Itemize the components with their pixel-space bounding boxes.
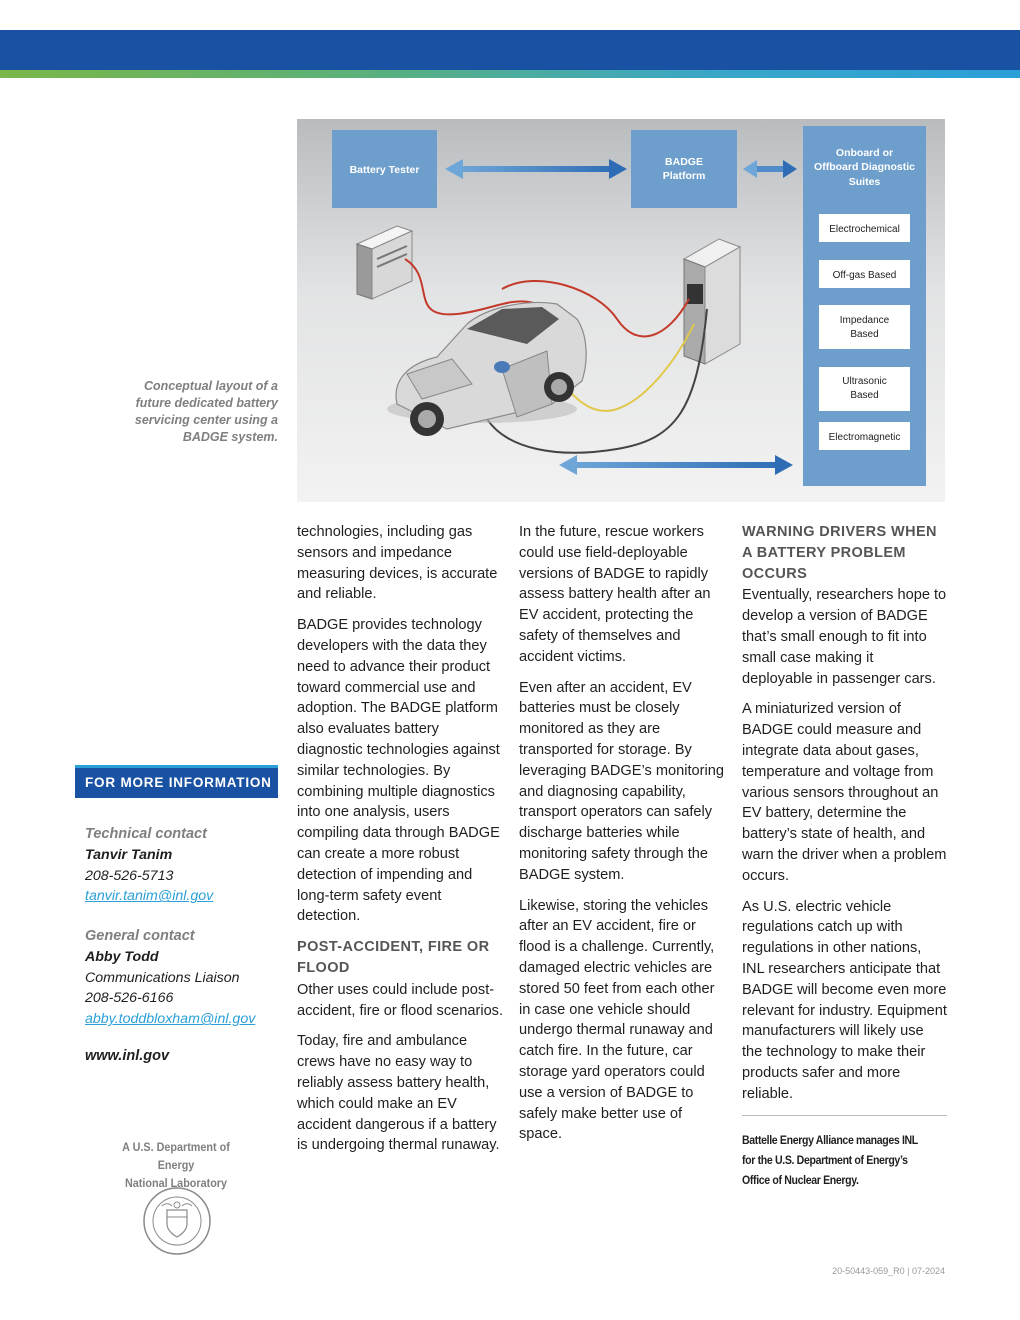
method-impedance-box	[819, 305, 910, 349]
battelle-line-2: for the U.S. Department of Energy’s	[742, 1152, 908, 1167]
badge-layout-figure	[297, 119, 945, 502]
badge-platform-label-2: Platform	[662, 170, 706, 182]
post-accident-heading: POST-ACCIDENT, FIRE OR FLOOD	[297, 939, 490, 976]
col1-paragraph-3: Other uses could include post-accident, fire or flood scenarios.	[297, 981, 504, 1019]
col1-paragraph-4: Today, fire and ambulance crews have no easy way to reliably assess battery health, which could make an EV accident dangerous if a battery is undergoing thermal runaway.	[297, 1033, 500, 1154]
method-offgas: Off-gas Based	[832, 270, 897, 281]
doe-line-1: A U.S. Department of Energy	[122, 1140, 230, 1172]
column-2	[519, 522, 729, 1155]
battelle-line-1: Battelle Energy Alliance manages INL	[742, 1132, 918, 1147]
header-band	[0, 30, 1020, 70]
header-gradient-stripe	[0, 70, 1020, 78]
col3-paragraph-1: Eventually, researchers hope to develop a version of BADGE that’s small enough to fit into small case making it deployable in passenger cars.	[742, 587, 947, 687]
col3-paragraph-2: A miniaturized version of BADGE could measure and integrate data about gases, temperature and voltage from various sensors throughout an EV battery, determine the battery’s state of health, and warn the driver when a problem occurs.	[742, 701, 947, 884]
technical-contact-phone: 208-526-5713	[85, 867, 174, 884]
method-electromagnetic: Electromagnetic	[828, 432, 901, 443]
doe-lab-statement	[103, 1138, 249, 1192]
badge-tower-device	[684, 239, 740, 364]
figure-caption: Conceptual layout of a future dedicated battery servicing center using a BADGE system.	[134, 379, 278, 444]
suites-title-2: Offboard Diagnostic	[814, 161, 915, 173]
col1-paragraph-2: BADGE provides technology developers with the data they need to advance their product toward commercial use and adoption. The BADGE platform also evaluates battery diagnostic technologies against similar technologies. By combining multiple diagnostics into one analysis, users compiling data through BADGE can create a more robust detection of impending and long-term safety event detection.	[297, 617, 500, 925]
battery-tester-label: Battery Tester	[349, 164, 420, 176]
general-contact-name: Abby Todd	[85, 948, 159, 965]
suites-title-3: Suites	[848, 176, 881, 188]
doe-line-2: National Laboratory	[124, 1176, 228, 1190]
battelle-statement	[742, 1130, 946, 1190]
badge-platform-label-1: BADGE	[665, 156, 703, 168]
suites-title-1: Onboard or	[835, 147, 894, 159]
col2-paragraph-1: In the future, rescue workers could use field-deployable versions of BADGE to rapidly assess battery health after an EV accident, protecting the safety of themselves and accident victims.	[519, 524, 711, 665]
col3-paragraph-3: As U.S. electric vehicle regulations catch up with regulations in other nations, INL researchers anticipate that BADGE will become even more relevant for industry. Equipment manufacturers will likely use the technology to make their products safer and more reliable.	[742, 898, 947, 1102]
method-impedance-1: Impedance	[839, 315, 890, 326]
column-divider	[742, 1115, 947, 1116]
badge-platform-box	[631, 130, 737, 208]
battelle-line-3: Office of Nuclear Energy.	[742, 1172, 859, 1187]
general-contact-email-link[interactable]: abby.toddbloxham@inl.gov	[85, 1011, 256, 1028]
col2-paragraph-3: Likewise, storing the vehicles after an EV accident, fire or flood is a challenge. Currently, damaged electric vehicles are stored 50 feet from each other in case one vehicle should undergo thermal runaway and catch fire. In the future, car storage yard operators could use a version of BADGE to safely make better use of space.	[519, 897, 715, 1143]
more-info-heading: FOR MORE INFORMATION	[75, 765, 278, 798]
document-number: 20-50443-059_R0 | 07-2024	[832, 1266, 945, 1276]
method-ultrasonic-2: Based	[850, 390, 879, 401]
column-1	[297, 522, 507, 1166]
general-contact-label: General contact	[85, 928, 195, 944]
technical-contact-label: Technical contact	[85, 826, 207, 842]
general-contact-phone: 208-526-6166	[85, 990, 174, 1007]
col2-paragraph-2: Even after an accident, EV batteries must be closely monitored as they are transported for storage. By leveraging BADGE’s monitoring and diagnosing capability, transport operators can safely discharge batteries while monitoring safety through the BADGE system.	[519, 679, 724, 883]
column-3	[742, 522, 947, 1190]
doe-seal-icon	[142, 1186, 212, 1256]
technical-contact-name: Tanvir Tanim	[85, 846, 173, 863]
warning-drivers-heading: WARNING DRIVERS WHEN A BATTERY PROBLEM OCCURS	[742, 524, 937, 582]
website-link[interactable]: www.inl.gov	[85, 1048, 170, 1064]
col1-paragraph-1: technologies, including gas sensors and impedance measuring devices, is accurate and reliable.	[297, 524, 498, 603]
method-ultrasonic-1: Ultrasonic	[842, 376, 887, 387]
technical-contact	[85, 824, 285, 907]
method-impedance-2: Based	[850, 329, 879, 340]
general-contact	[85, 926, 285, 1030]
technical-contact-email-link[interactable]: tanvir.tanim@inl.gov	[85, 888, 214, 905]
method-ultrasonic-box	[819, 367, 910, 411]
method-electrochemical: Electrochemical	[829, 224, 900, 235]
general-contact-role: Communications Liaison	[85, 969, 240, 986]
